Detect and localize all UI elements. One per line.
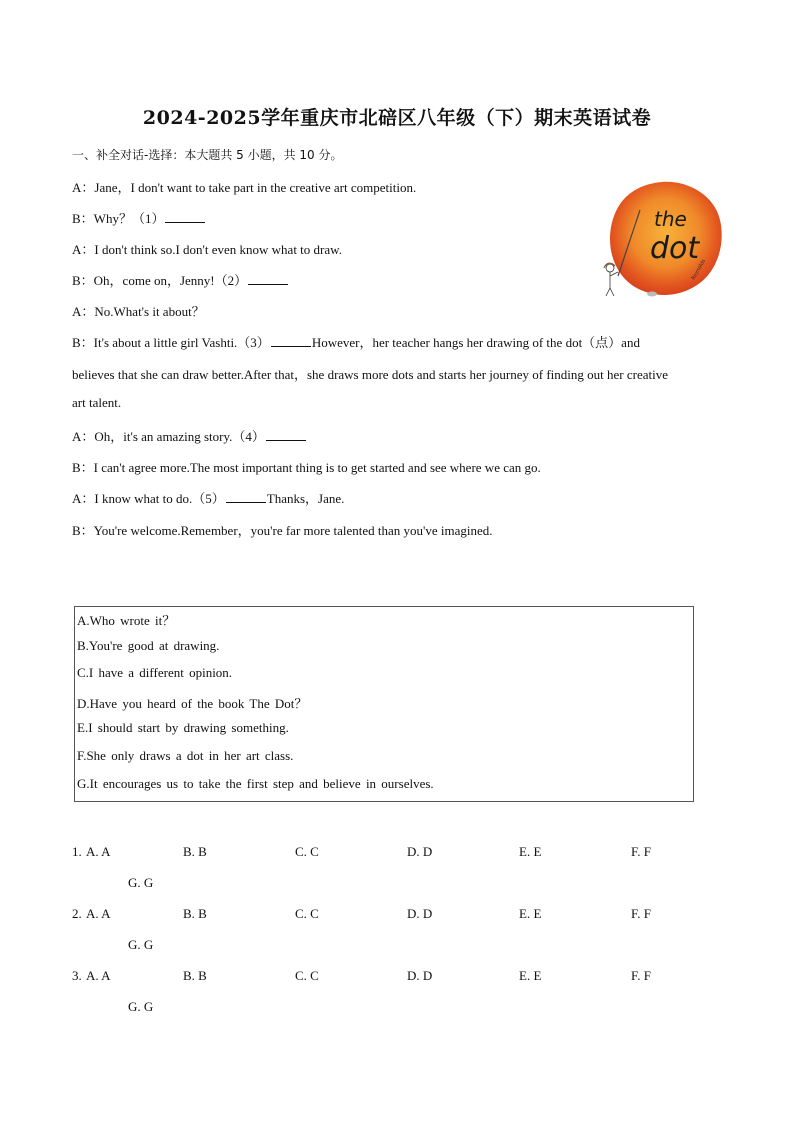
option-c: C.I have a different opinion. — [77, 665, 233, 680]
option-e: E.I should start by drawing something. — [77, 720, 289, 735]
dialogue-line: A：No.What's it about？ — [72, 304, 205, 319]
dialogue-line: A：I know what to do.（5） Thanks，Jane. — [72, 491, 345, 506]
choice-f[interactable]: F. F — [631, 968, 651, 983]
choice-b[interactable]: B. B — [183, 906, 207, 921]
options-box — [74, 606, 694, 802]
option-g: G.It encourages us to take the first step and believe in ourselves. — [77, 776, 434, 791]
choice-g[interactable]: G. G — [128, 999, 154, 1014]
choice-g[interactable]: G. G — [128, 875, 154, 890]
choice-d[interactable]: D. D — [407, 906, 433, 921]
svg-text:Reynolds: Reynolds — [690, 258, 708, 281]
svg-text:dot: dot — [650, 231, 700, 266]
choice-c[interactable]: C. C — [295, 844, 319, 859]
answer-blank[interactable] — [165, 211, 205, 223]
answer-blank[interactable] — [266, 429, 306, 441]
dialogue-line: B：Oh，come on，Jenny!（2） — [72, 270, 289, 289]
dialogue-line: A：I don't think so.I don't even know what to draw. — [72, 242, 342, 257]
dialogue-line: A：Oh，it's an amazing story.（4） — [72, 426, 307, 445]
choice-g[interactable]: G. G — [128, 937, 154, 952]
choice-f[interactable]: F. F — [631, 906, 651, 921]
dialogue-line: believes that she can draw better.After that，she draws more dots and starts her journey of finding out her creative — [72, 367, 668, 382]
choice-d[interactable]: D. D — [407, 968, 433, 983]
choice-b[interactable]: B. B — [183, 968, 207, 983]
choice-a[interactable]: A. A — [86, 968, 111, 983]
question-number: 3. — [72, 968, 82, 983]
choice-a[interactable]: A. A — [86, 844, 111, 859]
choice-e[interactable]: E. E — [519, 844, 542, 859]
question-number: 2. — [72, 906, 82, 921]
choice-e[interactable]: E. E — [519, 968, 542, 983]
dialogue-line: A：Jane，I don't want to take part in the creative art competition. — [72, 180, 417, 195]
choice-f[interactable]: F. F — [631, 844, 651, 859]
answer-blank[interactable] — [271, 335, 311, 347]
dialogue-line: B：Why？（1） — [72, 208, 206, 227]
choice-c[interactable]: C. C — [295, 968, 319, 983]
dialogue-line: B：It's about a little girl Vashti.（3） However，her teacher hangs her drawing of the dot（点）and — [72, 335, 640, 350]
answer-blank[interactable] — [226, 491, 266, 503]
option-f: F.She only draws a dot in her art class. — [77, 748, 294, 763]
question-number: 1. — [72, 844, 82, 859]
choice-a[interactable]: A. A — [86, 906, 111, 921]
book-cover-image — [596, 176, 728, 304]
choice-d[interactable]: D. D — [407, 844, 433, 859]
choice-c[interactable]: C. C — [295, 906, 319, 921]
choice-b[interactable]: B. B — [183, 844, 207, 859]
svg-text:the: the — [654, 207, 687, 231]
choice-e[interactable]: E. E — [519, 906, 542, 921]
dialogue-line: art talent. — [72, 395, 122, 410]
answer-blank[interactable] — [248, 273, 288, 285]
section-heading: 一、补全对话-选择：本大题共 5 小题，共 10 分。 — [72, 148, 343, 162]
option-a: A.Who wrote it？ — [77, 613, 176, 628]
option-b: B.You're good at drawing. — [77, 638, 220, 653]
option-d: D.Have you heard of the book The Dot？ — [77, 696, 308, 711]
dialogue-line: B：I can't agree more.The most important thing is to get started and see where we can go. — [72, 460, 541, 475]
page-title: 2024-2025学年重庆市北碚区八年级（下）期末英语试卷 — [142, 107, 652, 129]
dialogue-line: B：You're welcome.Remember，you're far more talented than you've imagined. — [72, 523, 493, 538]
